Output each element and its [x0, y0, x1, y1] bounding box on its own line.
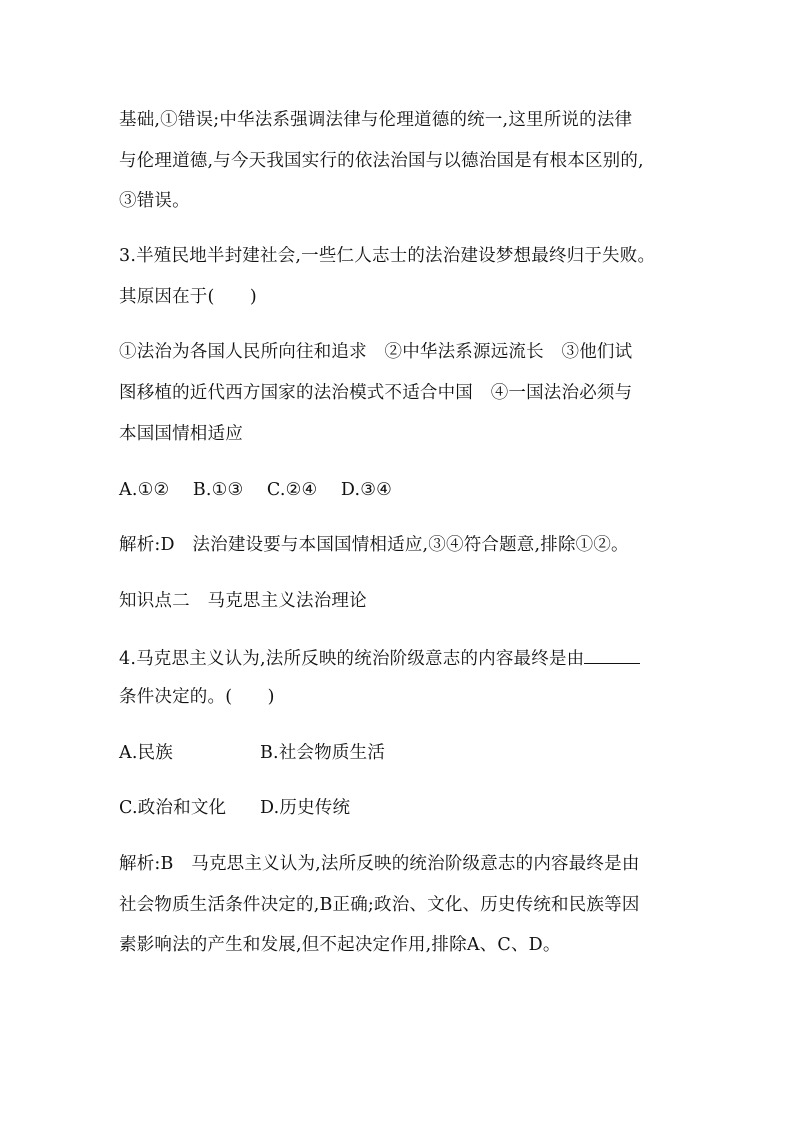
q4-option-d: D.历史传统 [260, 798, 351, 818]
q4-option-c: C.政治和文化 [119, 798, 227, 818]
section-title: 知识点二 马克思主义法治理论 [119, 591, 367, 611]
q4-option-a: A.民族 [119, 743, 174, 763]
prev-explanation-line-3: ③错误。 [119, 191, 190, 211]
q4-analysis-line-1: 解析:B 马克思主义认为,法所反映的统治阶级意志的内容最终是由 [119, 854, 640, 874]
q3-items-line-2: 图移植的近代西方国家的法治模式不适合中国 ④一国法治必须与 [119, 383, 633, 403]
prev-explanation-line-2: 与伦理道德,与今天我国实行的依法治国与以德治国是有根本区别的, [119, 151, 644, 171]
prev-explanation-line-1: 基础,①错误;中华法系强调法律与伦理道德的统一,这里所说的法律 [119, 110, 633, 130]
q4-stem-text: 4.马克思主义认为,法所反映的统治阶级意志的内容最终是由 [119, 649, 585, 669]
q4-option-b: B.社会物质生活 [260, 743, 386, 763]
q4-options-row-1 [119, 741, 385, 765]
q4-stem-line-2: 条件决定的。( ) [119, 687, 275, 707]
q4-analysis-line-2: 社会物质生活条件决定的,B正确;政治、文化、历史传统和民族等因 [119, 895, 640, 915]
q3-stem-line-1: 3.半殖民地半封建社会,一些仁人志士的法治建设梦想最终归于失败。 [119, 246, 656, 266]
q3-options: A.①② B.①③ C.②④ D.③④ [119, 480, 393, 500]
q4-stem-line-1 [119, 645, 640, 671]
q3-analysis: 解析:D 法治建设要与本国国情相适应,③④符合题意,排除①②。 [119, 535, 629, 555]
q3-items-line-3: 本国国情相适应 [119, 424, 243, 444]
answer-blank [584, 645, 640, 664]
q3-items-line-1: ①法治为各国人民所向往和追求 ②中华法系源远流长 ③他们试 [119, 342, 633, 362]
q4-analysis-line-3: 素影响法的产生和发展,但不起决定作用,排除A、C、D。 [119, 935, 561, 955]
q3-stem-line-2: 其原因在于( ) [119, 287, 257, 307]
q4-options-row-2 [119, 796, 350, 820]
